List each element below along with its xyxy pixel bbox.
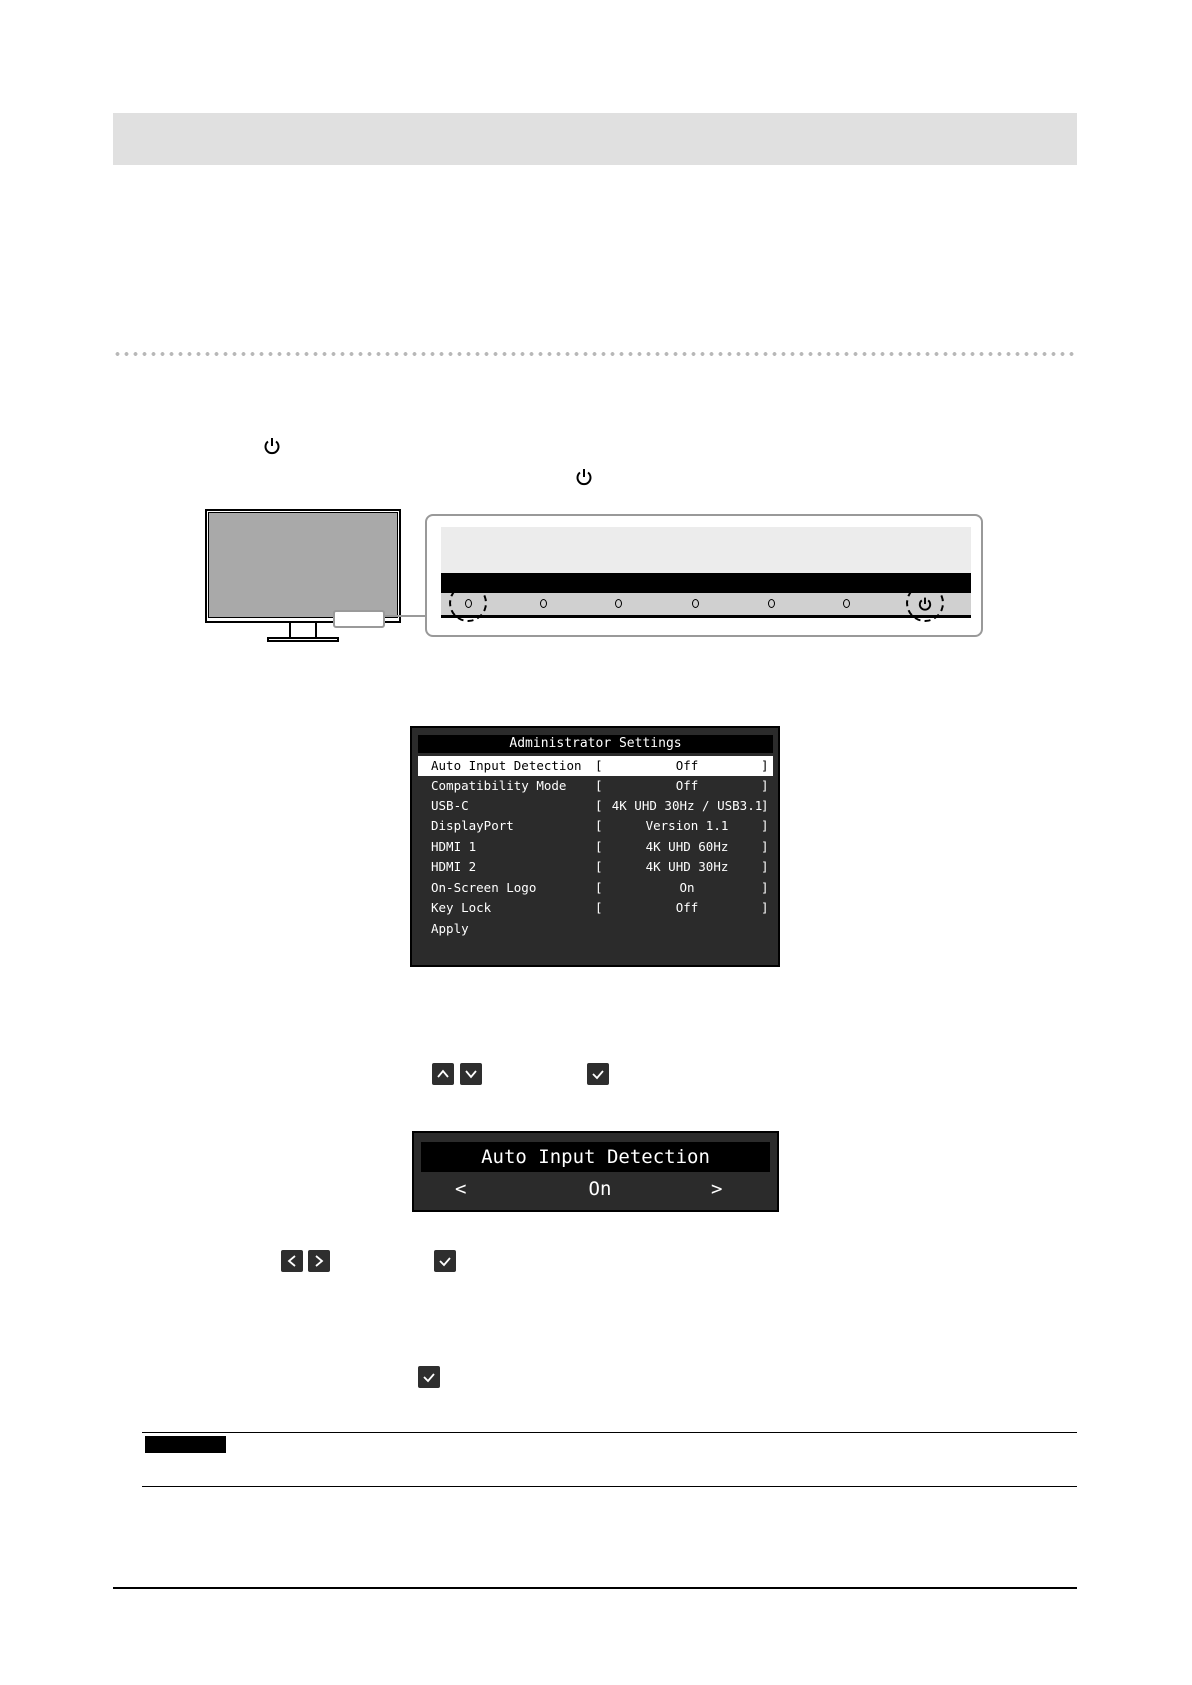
power-icon [262, 436, 282, 456]
menu-item-label: USB-C [431, 798, 469, 813]
value-bracket-close: ] [761, 839, 769, 854]
panel-button[interactable] [615, 599, 622, 608]
menu-item-value: 4K UHD 30Hz / USB3.1 [611, 798, 763, 813]
dialog-value: On [588, 1178, 612, 1200]
power-icon[interactable] [917, 596, 933, 612]
up-chevron-icon [432, 1063, 454, 1085]
panel-button[interactable] [465, 599, 472, 608]
checkmark-icon [418, 1366, 440, 1388]
menu-item-label: HDMI 1 [431, 839, 477, 854]
checkmark-icon [587, 1063, 609, 1085]
menu-item-on-screen-logo[interactable] [418, 878, 773, 898]
monitor-stand-base [267, 637, 339, 642]
menu-item-hdmi-1[interactable] [418, 837, 773, 857]
menu-item-label: DisplayPort [431, 818, 514, 833]
osd-title: Administrator Settings [418, 735, 773, 753]
panel-baseline [441, 615, 971, 618]
menu-item-key-lock[interactable] [418, 898, 773, 918]
value-bracket-open: [ [595, 798, 603, 813]
menu-item-value: Off [675, 900, 699, 915]
panel-bezel [441, 527, 971, 573]
down-chevron-icon [460, 1063, 482, 1085]
value-bracket-open: [ [595, 859, 603, 874]
value-bracket-open: [ [595, 839, 603, 854]
menu-item-value: Version 1.1 [645, 818, 729, 833]
value-bracket-close: ] [761, 900, 769, 915]
left-arrow-button[interactable]: < [455, 1178, 467, 1200]
menu-item-label: Apply [431, 921, 469, 936]
value-bracket-close: ] [761, 778, 769, 793]
menu-item-value: 4K UHD 30Hz [645, 859, 729, 874]
panel-button[interactable] [843, 599, 850, 608]
menu-item-label: Compatibility Mode [431, 778, 567, 793]
note-label-tag [145, 1436, 226, 1453]
panel-button[interactable] [768, 599, 775, 608]
value-bracket-close: ] [761, 758, 769, 773]
callout-connector [385, 615, 427, 617]
monitor-stand-neck [289, 623, 317, 638]
note-top-rule [142, 1432, 1077, 1433]
dialog-title: Auto Input Detection [421, 1142, 770, 1172]
panel-button[interactable] [692, 599, 699, 608]
menu-item-compatibility-mode[interactable] [418, 776, 773, 796]
menu-item-label: On-Screen Logo [431, 880, 537, 895]
menu-item-usb-c[interactable] [418, 796, 773, 816]
value-bracket-close: ] [761, 798, 769, 813]
menu-item-label: Key Lock [431, 900, 492, 915]
value-bracket-open: [ [595, 818, 603, 833]
menu-item-value: Off [675, 778, 699, 793]
left-chevron-icon [281, 1250, 303, 1272]
checkmark-icon [434, 1250, 456, 1272]
value-bracket-close: ] [761, 880, 769, 895]
value-bracket-close: ] [761, 818, 769, 833]
menu-item-label: HDMI 2 [431, 859, 477, 874]
footer-rule [113, 1587, 1077, 1589]
menu-item-value: On [679, 880, 695, 895]
panel-button-row [441, 593, 971, 616]
menu-item-displayport[interactable] [418, 816, 773, 836]
menu-item-value: Off [675, 758, 699, 773]
right-arrow-button[interactable]: > [711, 1178, 723, 1200]
panel-button[interactable] [540, 599, 547, 608]
monitor-screen [208, 512, 398, 618]
value-bracket-open: [ [595, 758, 603, 773]
section-header-band [113, 113, 1077, 165]
monitor-button-area-highlight [333, 610, 385, 628]
menu-item-apply[interactable] [418, 919, 773, 939]
value-bracket-open: [ [595, 778, 603, 793]
menu-item-label: Auto Input Detection [431, 758, 582, 773]
note-bottom-rule [142, 1486, 1077, 1487]
panel-edge [441, 573, 971, 593]
menu-item-value: 4K UHD 60Hz [645, 839, 729, 854]
menu-item-hdmi-2[interactable] [418, 857, 773, 877]
power-icon [574, 467, 594, 487]
value-bracket-open: [ [595, 880, 603, 895]
value-bracket-open: [ [595, 900, 603, 915]
dotted-separator [113, 352, 1077, 356]
menu-item-auto-input-detection[interactable] [418, 756, 773, 776]
right-chevron-icon [308, 1250, 330, 1272]
value-bracket-close: ] [761, 859, 769, 874]
